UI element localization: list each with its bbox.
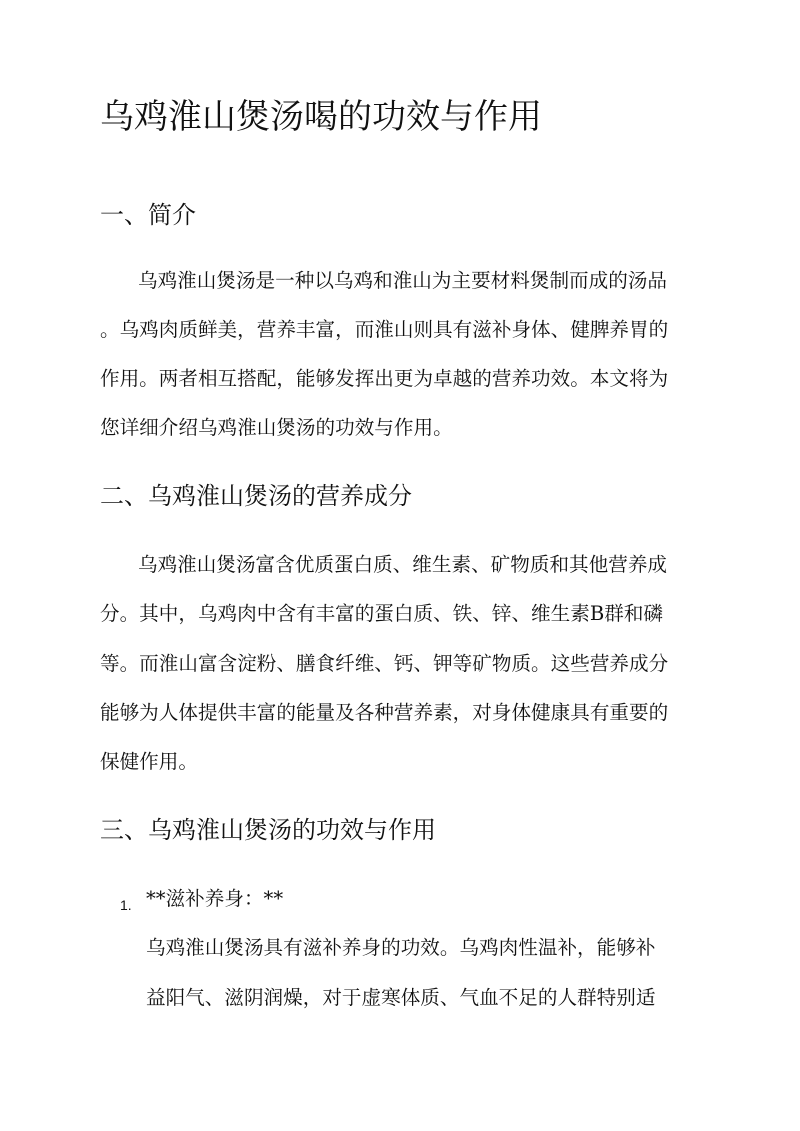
section-heading-intro: 一、简介 xyxy=(100,201,196,229)
section-heading-effects: 三、乌鸡淮山煲汤的功效与作用 xyxy=(100,816,436,844)
list-item-line: 益阳气、滋阴润燥，对于虚寒体质、气血不足的人群特别适 xyxy=(146,986,656,1009)
paragraph-line: 乌鸡淮山煲汤富含优质蛋白质、维生素、矿物质和其他营养成 xyxy=(138,553,668,576)
list-item-number: 1. xyxy=(120,897,132,913)
paragraph-line: 等。而淮山富含淀粉、膳食纤维、钙、钾等矿物质。这些营养成分 xyxy=(100,652,669,675)
paragraph-line: 保健作用。 xyxy=(100,750,198,773)
paragraph-line: 乌鸡淮山煲汤是一种以乌鸡和淮山为主要材料煲制而成的汤品 xyxy=(138,269,668,292)
paragraph-line: 作用。两者相互搭配，能够发挥出更为卓越的营养功效。本文将为 xyxy=(100,367,669,390)
paragraph-line: 。乌鸡肉质鲜美，营养丰富，而淮山则具有滋补身体、健脾养胃的 xyxy=(100,318,669,341)
paragraph-line: 您详细介绍乌鸡淮山煲汤的功效与作用。 xyxy=(100,416,453,439)
paragraph-line: 分。其中，乌鸡肉中含有丰富的蛋白质、铁、锌、维生素B群和磷 xyxy=(100,602,664,625)
paragraph-line: 能够为人体提供丰富的能量及各种营养素，对身体健康具有重要的 xyxy=(100,701,669,724)
list-item-title: **滋补养身：** xyxy=(146,887,284,910)
document-title: 乌鸡淮山煲汤喝的功效与作用 xyxy=(100,97,542,137)
list-item-line: 乌鸡淮山煲汤具有滋补养身的功效。乌鸡肉性温补，能够补 xyxy=(146,936,656,959)
section-heading-nutrition: 二、乌鸡淮山煲汤的营养成分 xyxy=(100,482,412,510)
